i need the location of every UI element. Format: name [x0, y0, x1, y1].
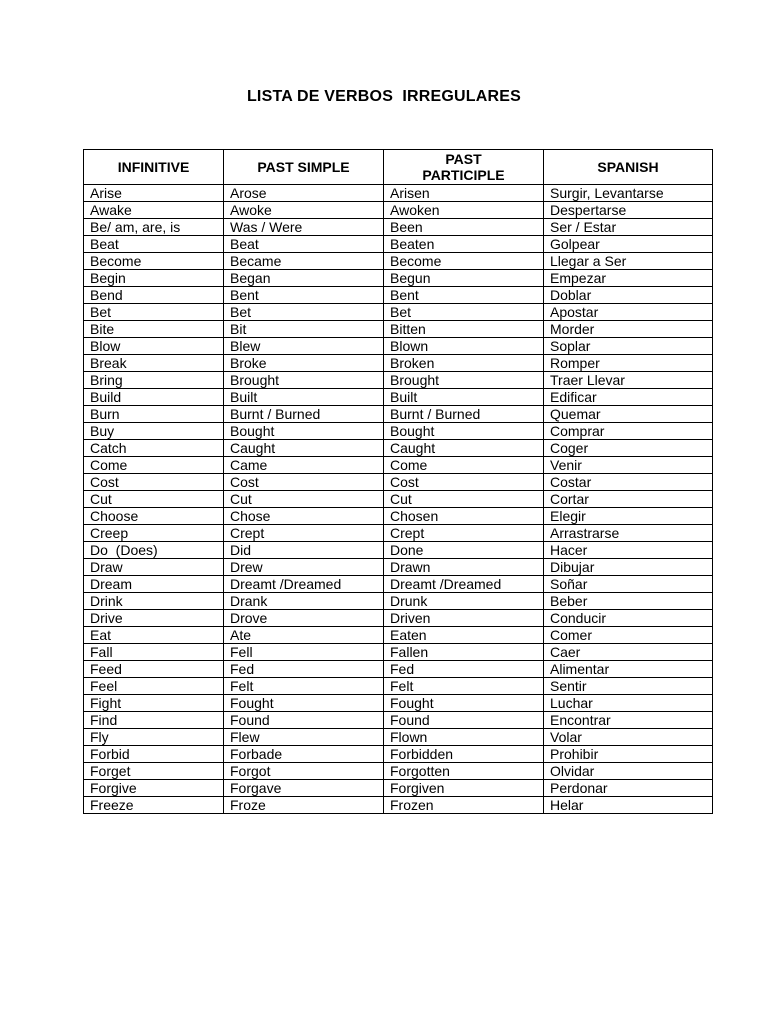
past-participle-cell: Fallen — [384, 644, 544, 661]
past-participle-cell: Bet — [384, 304, 544, 321]
spanish-cell: Alimentar — [544, 661, 713, 678]
past-simple-cell: Beat — [224, 236, 384, 253]
past-simple-cell: Bent — [224, 287, 384, 304]
table-body — [84, 185, 713, 814]
past-simple-cell: Was / Were — [224, 219, 384, 236]
spanish-cell: Golpear — [544, 236, 713, 253]
spanish-cell: Hacer — [544, 542, 713, 559]
table-row — [84, 202, 713, 219]
past-simple-cell: Forgot — [224, 763, 384, 780]
infinitive-cell: Draw — [84, 559, 224, 576]
table-row — [84, 457, 713, 474]
header-past-participle-line2: PARTICIPLE — [422, 167, 505, 183]
table-row — [84, 593, 713, 610]
infinitive-cell: Become — [84, 253, 224, 270]
past-simple-cell: Broke — [224, 355, 384, 372]
past-simple-cell: Felt — [224, 678, 384, 695]
past-participle-cell: Bitten — [384, 321, 544, 338]
infinitive-cell: Buy — [84, 423, 224, 440]
table-row — [84, 372, 713, 389]
past-participle-cell: Chosen — [384, 508, 544, 525]
spanish-cell: Perdonar — [544, 780, 713, 797]
past-simple-cell: Brought — [224, 372, 384, 389]
table-row — [84, 185, 713, 202]
past-simple-cell: Became — [224, 253, 384, 270]
table-row — [84, 559, 713, 576]
infinitive-cell: Choose — [84, 508, 224, 525]
past-participle-cell: Fought — [384, 695, 544, 712]
past-participle-cell: Dreamt /Dreamed — [384, 576, 544, 593]
infinitive-cell: Forget — [84, 763, 224, 780]
past-simple-cell: Fought — [224, 695, 384, 712]
past-simple-cell: Cost — [224, 474, 384, 491]
infinitive-cell: Find — [84, 712, 224, 729]
header-infinitive: INFINITIVE — [84, 150, 224, 185]
spanish-cell: Surgir, Levantarse — [544, 185, 713, 202]
spanish-cell: Comer — [544, 627, 713, 644]
past-simple-cell: Came — [224, 457, 384, 474]
table-row — [84, 474, 713, 491]
infinitive-cell: Build — [84, 389, 224, 406]
table-row — [84, 712, 713, 729]
infinitive-cell: Fall — [84, 644, 224, 661]
infinitive-cell: Drive — [84, 610, 224, 627]
spanish-cell: Traer Llevar — [544, 372, 713, 389]
spanish-cell: Romper — [544, 355, 713, 372]
past-simple-cell: Forgave — [224, 780, 384, 797]
spanish-cell: Coger — [544, 440, 713, 457]
past-simple-cell: Bought — [224, 423, 384, 440]
table-row — [84, 236, 713, 253]
table-row — [84, 678, 713, 695]
spanish-cell: Volar — [544, 729, 713, 746]
spanish-cell: Empezar — [544, 270, 713, 287]
spanish-cell: Elegir — [544, 508, 713, 525]
page-title: LISTA DE VERBOS IRREGULARES — [246, 88, 522, 105]
table-row — [84, 389, 713, 406]
past-participle-cell: Felt — [384, 678, 544, 695]
spanish-cell: Costar — [544, 474, 713, 491]
infinitive-cell: Be/ am, are, is — [84, 219, 224, 236]
past-simple-cell: Froze — [224, 797, 384, 814]
spanish-cell: Comprar — [544, 423, 713, 440]
past-participle-cell: Cost — [384, 474, 544, 491]
infinitive-cell: Come — [84, 457, 224, 474]
past-participle-cell: Bent — [384, 287, 544, 304]
infinitive-cell: Beat — [84, 236, 224, 253]
spanish-cell: Apostar — [544, 304, 713, 321]
past-participle-cell: Bought — [384, 423, 544, 440]
infinitive-cell: Bite — [84, 321, 224, 338]
past-simple-cell: Drove — [224, 610, 384, 627]
table-row — [84, 610, 713, 627]
past-participle-cell: Eaten — [384, 627, 544, 644]
infinitive-cell: Forgive — [84, 780, 224, 797]
spanish-cell: Caer — [544, 644, 713, 661]
infinitive-cell: Cost — [84, 474, 224, 491]
table-row — [84, 780, 713, 797]
past-simple-cell: Drew — [224, 559, 384, 576]
table-row — [84, 576, 713, 593]
header-past-participle — [384, 150, 544, 185]
past-participle-cell: Forbidden — [384, 746, 544, 763]
past-simple-cell: Blew — [224, 338, 384, 355]
past-participle-cell: Come — [384, 457, 544, 474]
table-header — [84, 150, 713, 185]
past-participle-cell: Driven — [384, 610, 544, 627]
spanish-cell: Encontrar — [544, 712, 713, 729]
header-past-simple: PAST SIMPLE — [224, 150, 384, 185]
spanish-cell: Prohibir — [544, 746, 713, 763]
infinitive-cell: Break — [84, 355, 224, 372]
spanish-cell: Conducir — [544, 610, 713, 627]
spanish-cell: Edificar — [544, 389, 713, 406]
table-row — [84, 508, 713, 525]
table-row — [84, 729, 713, 746]
spanish-cell: Dibujar — [544, 559, 713, 576]
infinitive-cell: Freeze — [84, 797, 224, 814]
past-participle-cell: Become — [384, 253, 544, 270]
past-simple-cell: Dreamt /Dreamed — [224, 576, 384, 593]
past-simple-cell: Burnt / Burned — [224, 406, 384, 423]
table-row — [84, 695, 713, 712]
past-participle-cell: Done — [384, 542, 544, 559]
infinitive-cell: Feed — [84, 661, 224, 678]
table-row — [84, 321, 713, 338]
header-spanish: SPANISH — [544, 150, 713, 185]
spanish-cell: Beber — [544, 593, 713, 610]
spanish-cell: Arrastrarse — [544, 525, 713, 542]
header-past-participle-line1: PAST — [445, 151, 482, 167]
infinitive-cell: Awake — [84, 202, 224, 219]
infinitive-cell: Forbid — [84, 746, 224, 763]
infinitive-cell: Eat — [84, 627, 224, 644]
past-participle-cell: Been — [384, 219, 544, 236]
past-participle-cell: Awoken — [384, 202, 544, 219]
spanish-cell: Venir — [544, 457, 713, 474]
spanish-cell: Morder — [544, 321, 713, 338]
infinitive-cell: Fly — [84, 729, 224, 746]
past-participle-cell: Burnt / Burned — [384, 406, 544, 423]
spanish-cell: Helar — [544, 797, 713, 814]
past-simple-cell: Cut — [224, 491, 384, 508]
past-simple-cell: Found — [224, 712, 384, 729]
past-simple-cell: Arose — [224, 185, 384, 202]
past-simple-cell: Did — [224, 542, 384, 559]
infinitive-cell: Do (Does) — [84, 542, 224, 559]
infinitive-cell: Fight — [84, 695, 224, 712]
past-participle-cell: Brought — [384, 372, 544, 389]
table-row — [84, 423, 713, 440]
spanish-cell: Soñar — [544, 576, 713, 593]
past-participle-cell: Forgiven — [384, 780, 544, 797]
past-simple-cell: Began — [224, 270, 384, 287]
infinitive-cell: Cut — [84, 491, 224, 508]
past-participle-cell: Beaten — [384, 236, 544, 253]
table-row — [84, 270, 713, 287]
past-simple-cell: Fell — [224, 644, 384, 661]
past-participle-cell: Cut — [384, 491, 544, 508]
past-participle-cell: Crept — [384, 525, 544, 542]
infinitive-cell: Begin — [84, 270, 224, 287]
spanish-cell: Llegar a Ser — [544, 253, 713, 270]
past-participle-cell: Caught — [384, 440, 544, 457]
irregular-verbs-table — [83, 149, 713, 814]
past-participle-cell: Drunk — [384, 593, 544, 610]
table-row — [84, 763, 713, 780]
past-simple-cell: Chose — [224, 508, 384, 525]
table-row — [84, 542, 713, 559]
table-row — [84, 797, 713, 814]
infinitive-cell: Burn — [84, 406, 224, 423]
past-simple-cell: Crept — [224, 525, 384, 542]
past-simple-cell: Forbade — [224, 746, 384, 763]
table-row — [84, 491, 713, 508]
table-row — [84, 304, 713, 321]
past-simple-cell: Flew — [224, 729, 384, 746]
past-participle-cell: Frozen — [384, 797, 544, 814]
table-row — [84, 253, 713, 270]
past-participle-cell: Begun — [384, 270, 544, 287]
table-row — [84, 219, 713, 236]
table-row — [84, 525, 713, 542]
table-row — [84, 338, 713, 355]
infinitive-cell: Feel — [84, 678, 224, 695]
spanish-cell: Despertarse — [544, 202, 713, 219]
past-simple-cell: Drank — [224, 593, 384, 610]
infinitive-cell: Bend — [84, 287, 224, 304]
table-row — [84, 440, 713, 457]
past-participle-cell: Broken — [384, 355, 544, 372]
header-row — [84, 150, 713, 185]
infinitive-cell: Blow — [84, 338, 224, 355]
infinitive-cell: Dream — [84, 576, 224, 593]
table-row — [84, 661, 713, 678]
infinitive-cell: Bet — [84, 304, 224, 321]
past-simple-cell: Fed — [224, 661, 384, 678]
past-simple-cell: Awoke — [224, 202, 384, 219]
spanish-cell: Olvidar — [544, 763, 713, 780]
infinitive-cell: Creep — [84, 525, 224, 542]
past-simple-cell: Built — [224, 389, 384, 406]
table-row — [84, 627, 713, 644]
past-participle-cell: Forgotten — [384, 763, 544, 780]
spanish-cell: Sentir — [544, 678, 713, 695]
infinitive-cell: Catch — [84, 440, 224, 457]
past-participle-cell: Arisen — [384, 185, 544, 202]
past-participle-cell: Found — [384, 712, 544, 729]
past-participle-cell: Blown — [384, 338, 544, 355]
spanish-cell: Ser / Estar — [544, 219, 713, 236]
past-simple-cell: Bit — [224, 321, 384, 338]
past-simple-cell: Ate — [224, 627, 384, 644]
table-row — [84, 746, 713, 763]
table-row — [84, 355, 713, 372]
infinitive-cell: Drink — [84, 593, 224, 610]
spanish-cell: Doblar — [544, 287, 713, 304]
past-simple-cell: Bet — [224, 304, 384, 321]
infinitive-cell: Arise — [84, 185, 224, 202]
past-participle-cell: Built — [384, 389, 544, 406]
table-row — [84, 644, 713, 661]
past-simple-cell: Caught — [224, 440, 384, 457]
spanish-cell: Soplar — [544, 338, 713, 355]
past-participle-cell: Flown — [384, 729, 544, 746]
past-participle-cell: Fed — [384, 661, 544, 678]
table-row — [84, 287, 713, 304]
spanish-cell: Luchar — [544, 695, 713, 712]
spanish-cell: Cortar — [544, 491, 713, 508]
table-row — [84, 406, 713, 423]
infinitive-cell: Bring — [84, 372, 224, 389]
past-participle-cell: Drawn — [384, 559, 544, 576]
spanish-cell: Quemar — [544, 406, 713, 423]
